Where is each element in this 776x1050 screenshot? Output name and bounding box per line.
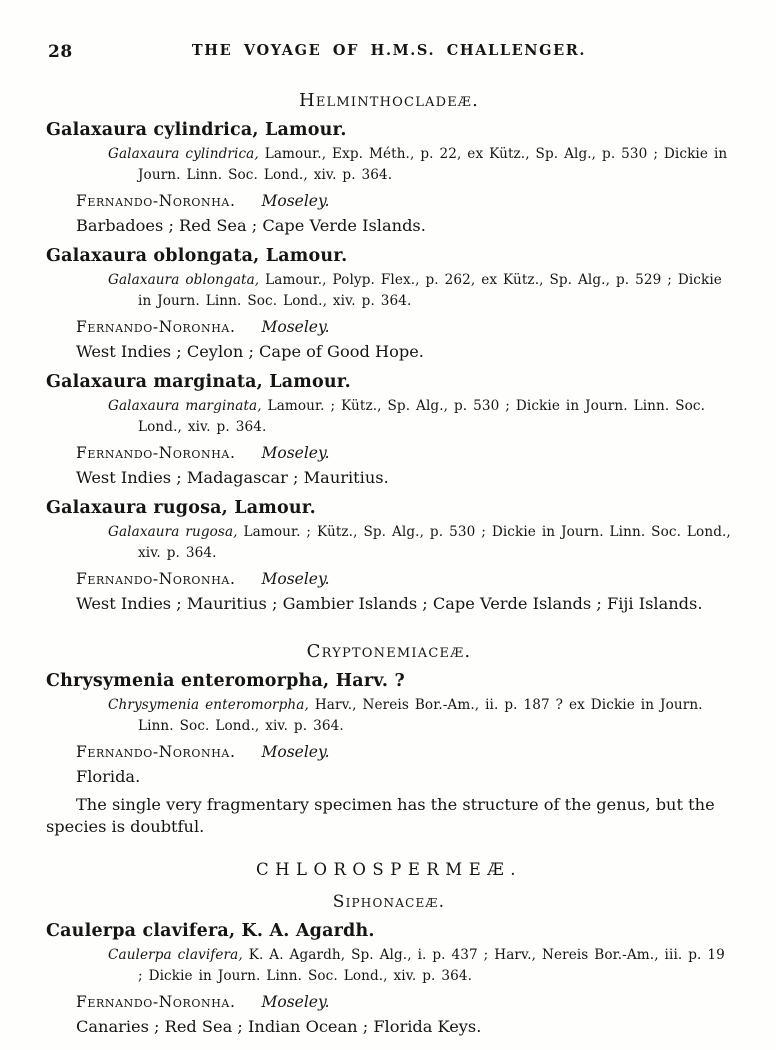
citation-species-name: Galaxaura rugosa,: [108, 524, 238, 540]
page-number: 28: [48, 42, 73, 62]
collector-name: Moseley.: [261, 570, 330, 588]
distribution: West Indies ; Mauritius ; Gambier Islands ; Cape Verde Islands ; Fiji Islands.: [76, 594, 703, 613]
note-paragraph: The single very fragmentary specimen has the structure of the genus, but the species is doubtful.: [46, 795, 715, 836]
collector-name: Moseley.: [261, 192, 330, 210]
citation-reference: K. A. Agardh, Sp. Alg., i. p. 437 ; Harv., Nereis Bor.-Am., iii. p. 19 ; Dickie in Journ. Linn. Soc. Lond., xiv. p. 364.: [138, 947, 725, 984]
running-head: [46, 42, 732, 64]
station-name: Fernando-Noronha.: [76, 993, 236, 1011]
citation-species-name: Galaxaura oblongata,: [108, 272, 260, 288]
station-line: [76, 568, 732, 590]
species-entry-galaxaura-cylindrica: [46, 119, 732, 237]
collector-name: Moseley.: [261, 993, 330, 1011]
species-heading: Galaxaura rugosa, Lamour.: [46, 498, 316, 518]
citation-species-name: Caulerpa clavifera,: [108, 947, 243, 963]
station-name: Fernando-Noronha.: [76, 570, 236, 588]
citation: [46, 270, 732, 312]
species-heading: Galaxaura marginata, Lamour.: [46, 372, 351, 392]
species-entry-galaxaura-rugosa: [46, 497, 732, 615]
citation-species-name: Galaxaura cylindrica,: [108, 146, 259, 162]
citation-reference: Lamour., Polyp. Flex., p. 262, ex Kütz., Sp. Alg., p. 529 ; Dickie in Journ. Linn. Soc. Lond., xiv. p. 364.: [138, 272, 722, 309]
species-entry-galaxaura-marginata: [46, 371, 732, 489]
species-entry-galaxaura-oblongata: [46, 245, 732, 363]
station-name: Fernando-Noronha.: [76, 743, 236, 761]
citation-species-name: Galaxaura marginata,: [108, 398, 262, 414]
order-heading-chlorospermeae: CHLOROSPERMEÆ.: [255, 860, 523, 879]
station-line: [76, 741, 732, 763]
family-heading-cryptonemiaceae: Cryptonemiaceæ.: [306, 641, 472, 662]
species-entry-caulerpa-clavifera: [46, 920, 732, 1038]
collector-name: Moseley.: [261, 743, 330, 761]
citation-species-name: Chrysymenia enteromorpha,: [108, 697, 309, 713]
station-line: [76, 442, 732, 464]
distribution: Canaries ; Red Sea ; Indian Ocean ; Florida Keys.: [76, 1017, 482, 1036]
citation: [46, 522, 732, 564]
collector-name: Moseley.: [261, 318, 330, 336]
distribution: West Indies ; Madagascar ; Mauritius.: [76, 468, 389, 487]
distribution: Florida.: [76, 767, 141, 786]
family-heading-siphonaceae: Siphonaceæ.: [332, 892, 446, 912]
distribution: Barbadoes ; Red Sea ; Cape Verde Islands.: [76, 216, 426, 235]
station-name: Fernando-Noronha.: [76, 318, 236, 336]
citation-reference: Lamour. ; Kütz., Sp. Alg., p. 530 ; Dickie in Journ. Linn. Soc. Lond., xiv. p. 364.: [138, 524, 731, 561]
station-name: Fernando-Noronha.: [76, 192, 236, 210]
species-heading: Galaxaura oblongata, Lamour.: [46, 246, 348, 266]
collector-name: Moseley.: [261, 444, 330, 462]
station-line: [76, 991, 732, 1013]
citation-reference: Harv., Nereis Bor.-Am., ii. p. 187 ? ex Dickie in Journ. Linn. Soc. Lond., xiv. p. 364.: [138, 697, 703, 734]
station-line: [76, 316, 732, 338]
citation-reference: Lamour. ; Kütz., Sp. Alg., p. 530 ; Dickie in Journ. Linn. Soc. Lond., xiv. p. 364.: [138, 398, 706, 435]
citation-reference: Lamour., Exp. Méth., p. 22, ex Kütz., Sp. Alg., p. 530 ; Dickie in Journ. Linn. Soc. Lond., xiv. p. 364.: [138, 146, 728, 183]
citation: [46, 695, 732, 737]
species-heading: Galaxaura cylindrica, Lamour.: [46, 120, 347, 140]
station-line: [76, 190, 732, 212]
species-entry-chrysymenia-enteromorpha: [46, 670, 732, 838]
citation: [46, 396, 732, 438]
family-heading-helminthocladeae: Helminthocladeæ.: [298, 90, 480, 111]
species-heading: Caulerpa clavifera, K. A. Agardh.: [46, 921, 375, 941]
species-heading: Chrysymenia enteromorpha, Harv. ?: [46, 671, 405, 691]
citation: [46, 945, 732, 987]
station-name: Fernando-Noronha.: [76, 444, 236, 462]
distribution: West Indies ; Ceylon ; Cape of Good Hope.: [76, 342, 424, 361]
citation: [46, 144, 732, 186]
running-title: THE VOYAGE OF H.M.S. CHALLENGER.: [191, 42, 587, 59]
